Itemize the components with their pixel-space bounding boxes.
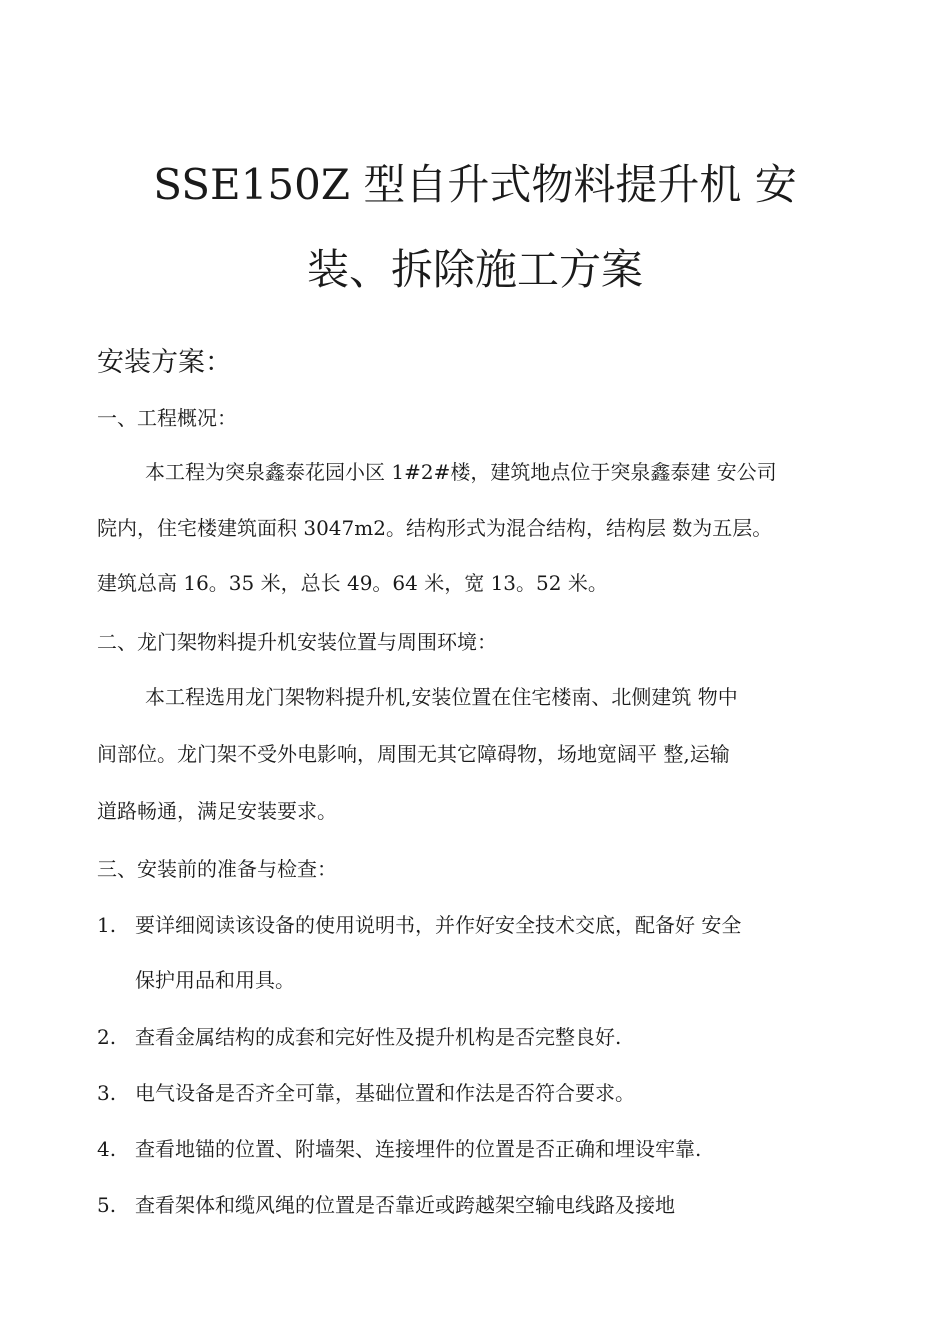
paragraph-line: 院内，住宅楼建筑面积 3047m2。结构形式为混合结构，结构层 数为五层。 [97,516,773,540]
heading-project-overview: 一、工程概况： [97,406,237,430]
list-item-number: 1. [97,913,117,937]
list-item-text: 查看金属结构的成套和完好性及提升机构是否完整良好. [135,1025,622,1049]
paragraph-line: 本工程为突泉鑫泰花园小区 1#2#楼，建筑地点位于突泉鑫泰建 安公司 [145,460,777,484]
list-item-text: 电气设备是否齐全可靠，基础位置和作法是否符合要求。 [135,1081,635,1105]
list-item-text: 保护用品和用具。 [135,968,295,992]
paragraph-line: 间部位。龙门架不受外电影响，周围无其它障碍物，场地宽阔平 整,运输 [97,742,730,766]
heading-install-location: 二、龙门架物料提升机安装位置与周围环境： [97,630,497,654]
section-heading-install-plan: 安装方案： [97,347,232,378]
list-item-text: 查看地锚的位置、附墙架、连接埋件的位置是否正确和埋设牢靠. [135,1137,702,1161]
list-item-number: 5. [97,1193,117,1217]
heading-preparation-check: 三、安装前的准备与检查： [97,857,337,881]
paragraph-line: 本工程选用龙门架物料提升机,安装位置在住宅楼南、北侧建筑 物中 [145,685,738,709]
paragraph-line: 道路畅通，满足安装要求。 [97,799,337,823]
document-title-line-2: 装、拆除施工方案 [306,245,643,294]
paragraph-line: 建筑总高 16。35 米，总长 49。64 米，宽 13。52 米。 [97,571,608,595]
list-item-number: 2. [97,1025,117,1049]
list-item-text: 要详细阅读该设备的使用说明书，并作好安全技术交底，配备好 安全 [135,913,742,937]
list-item-number: 4. [97,1137,117,1161]
document-title-line-1: SSE150Z 型自升式物料提升机 安 [153,160,797,209]
list-item-text: 查看架体和缆风绳的位置是否靠近或跨越架空输电线路及接地 [135,1193,675,1217]
list-item-number: 3. [97,1081,117,1105]
